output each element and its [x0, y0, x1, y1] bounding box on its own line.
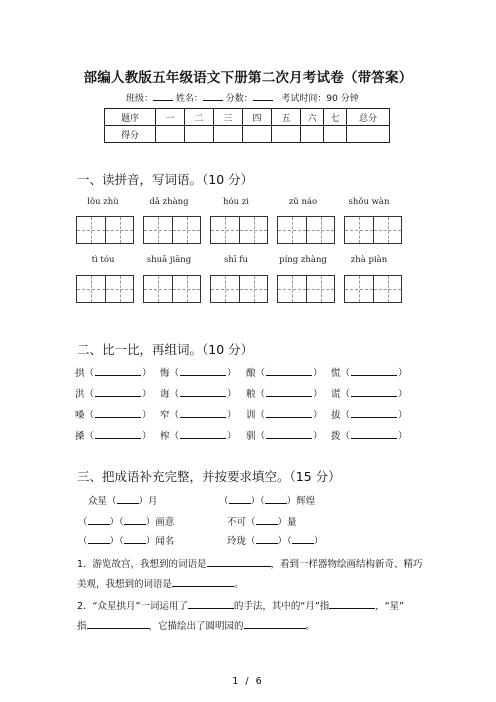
pinyin-label: dǎ zhàng: [149, 197, 189, 207]
header-cell: 总分: [347, 109, 390, 126]
score-cell[interactable]: [243, 126, 272, 143]
compare-item: 搡（ ）: [75, 431, 152, 442]
answer-blank[interactable]: [329, 599, 375, 609]
score-cell[interactable]: [156, 126, 185, 143]
writing-grid[interactable]: [210, 216, 268, 244]
writing-grid[interactable]: [143, 275, 201, 303]
section-3-title: 三、把成语补充完整，并按要求填空。（15 分）: [77, 469, 341, 484]
page-title: 部编人教版五年级语文下册第二次月考试卷（带答案）: [83, 70, 413, 86]
answer-blank[interactable]: [95, 408, 141, 418]
writing-grid[interactable]: [143, 216, 201, 244]
answer-blank[interactable]: [95, 366, 141, 376]
idiom-item: 不可（ ）量: [227, 517, 297, 528]
idiom-blank[interactable]: [256, 515, 278, 525]
writing-grid[interactable]: [277, 275, 335, 303]
answer-blank[interactable]: [180, 387, 226, 397]
compare-item: 酿（ ）: [246, 368, 323, 379]
idiom-item: （ ）（ ）闻名: [78, 536, 175, 547]
class-label: 班级：: [126, 94, 154, 104]
writing-grid[interactable]: [277, 216, 335, 244]
compare-item: 窄（ ）: [160, 410, 237, 421]
answer-blank[interactable]: [87, 619, 149, 629]
answer-blank[interactable]: [351, 366, 397, 376]
header-cell: 三: [214, 109, 243, 126]
pinyin-label: shī fu: [224, 255, 248, 265]
idiom-blank[interactable]: [88, 534, 110, 544]
compare-item: 嗓（ ）: [75, 410, 152, 421]
page-number: 1 / 6: [232, 676, 264, 687]
idiom-item: 众星（ ）月: [88, 496, 158, 507]
answer-blank[interactable]: [95, 387, 141, 397]
compare-item: 洪（ ）: [75, 389, 152, 400]
class-blank: [153, 91, 173, 101]
compare-item: 拨（ ）: [331, 431, 408, 442]
idiom-blank[interactable]: [229, 494, 251, 504]
pinyin-label: zǔ náo: [288, 197, 318, 207]
answer-blank[interactable]: [266, 387, 312, 397]
score-cell[interactable]: [214, 126, 243, 143]
compare-item: 谎（ ）: [331, 389, 408, 400]
answer-blank[interactable]: [244, 619, 306, 629]
answer-blank[interactable]: [266, 429, 312, 439]
pinyin-label: tì tóu: [91, 255, 115, 265]
score-cell[interactable]: [347, 126, 390, 143]
writing-grid[interactable]: [344, 275, 402, 303]
pinyin-label: shuā jiāng: [146, 255, 192, 265]
header-cell: 二: [185, 109, 214, 126]
idiom-blank[interactable]: [88, 515, 110, 525]
compare-item: 拱（ ）: [75, 368, 152, 379]
writing-grid[interactable]: [76, 275, 134, 303]
writing-grid[interactable]: [76, 216, 134, 244]
answer-blank[interactable]: [180, 429, 226, 439]
score-cell[interactable]: [185, 126, 214, 143]
idiom-blank[interactable]: [265, 494, 287, 504]
idiom-blank[interactable]: [124, 534, 146, 544]
question-2-line-2: 指 ，它描绘出了圆明园的 。: [77, 621, 316, 632]
compare-item: 诲（ ）: [160, 389, 237, 400]
score-label: 分数：: [225, 94, 253, 104]
pinyin-label: hóu zi: [223, 197, 249, 207]
score-table-row: [105, 126, 390, 143]
answer-blank[interactable]: [188, 599, 234, 609]
pinyin-label: lǒu zhù: [87, 197, 119, 207]
compare-item: 驯（ ）: [246, 431, 323, 442]
header-cell: 四: [243, 109, 272, 126]
compare-item: 粮（ ）: [246, 389, 323, 400]
answer-blank[interactable]: [207, 557, 271, 567]
answer-blank[interactable]: [351, 387, 397, 397]
answer-blank[interactable]: [95, 429, 141, 439]
section-1-title: 一、读拼音，写词语。（10 分）: [77, 172, 254, 187]
pinyin-label: píng zhàng: [279, 255, 327, 265]
answer-blank[interactable]: [180, 408, 226, 418]
question-1-line-2: 美观，我想到的词语是 。: [77, 579, 244, 590]
score-cell[interactable]: [301, 126, 324, 143]
score-table-header: [105, 109, 390, 126]
header-cell: 题序: [105, 109, 156, 126]
compare-item: 悔（ ）: [160, 368, 237, 379]
answer-blank[interactable]: [266, 366, 312, 376]
score-cell[interactable]: [272, 126, 301, 143]
compare-item: 拔（ ）: [331, 410, 408, 421]
name-blank: [203, 91, 223, 101]
question-1-line-1: 1．游览故宫，我想到的词语是 ，看到一样器物绘画结构新奇、精巧: [77, 559, 423, 570]
answer-blank[interactable]: [351, 408, 397, 418]
idiom-blank[interactable]: [117, 494, 139, 504]
idiom-item: （ ）（ ）辉煌: [219, 496, 316, 507]
writing-grid[interactable]: [344, 216, 402, 244]
answer-blank[interactable]: [266, 408, 312, 418]
idiom-blank[interactable]: [292, 534, 314, 544]
answer-blank[interactable]: [172, 577, 234, 587]
header-cell: 五: [272, 109, 301, 126]
header-cell: 六: [301, 109, 324, 126]
compare-item: 榨（ ）: [160, 431, 237, 442]
student-info-line: [126, 91, 359, 104]
compare-item: 慌（ ）: [331, 368, 408, 379]
name-label: 姓名：: [175, 94, 203, 104]
writing-grid[interactable]: [210, 275, 268, 303]
section-2-title: 二、比一比，再组词。（10 分）: [77, 342, 254, 357]
score-blank: [253, 91, 273, 101]
score-table: [104, 108, 390, 143]
time-label: 考试时间：90 分钟: [281, 94, 359, 104]
compare-item: 训（ ）: [246, 410, 323, 421]
idiom-blank[interactable]: [124, 515, 146, 525]
answer-blank[interactable]: [351, 429, 397, 439]
header-cell: 七: [324, 109, 347, 126]
header-cell: 一: [156, 109, 185, 126]
pinyin-label: zhà piàn: [350, 255, 388, 265]
idiom-blank[interactable]: [256, 534, 278, 544]
pinyin-label: shǒu wàn: [348, 197, 390, 207]
row-label: 得分: [105, 126, 156, 143]
question-2-line-1: 2．“众星拱月”一词运用了 的手法，其中的“月”指 ，“星”: [77, 601, 405, 612]
idiom-item: （ ）（ ）画意: [78, 517, 175, 528]
score-cell[interactable]: [324, 126, 347, 143]
idiom-item: 玲珑（ ）（ ）: [227, 536, 324, 547]
answer-blank[interactable]: [180, 366, 226, 376]
